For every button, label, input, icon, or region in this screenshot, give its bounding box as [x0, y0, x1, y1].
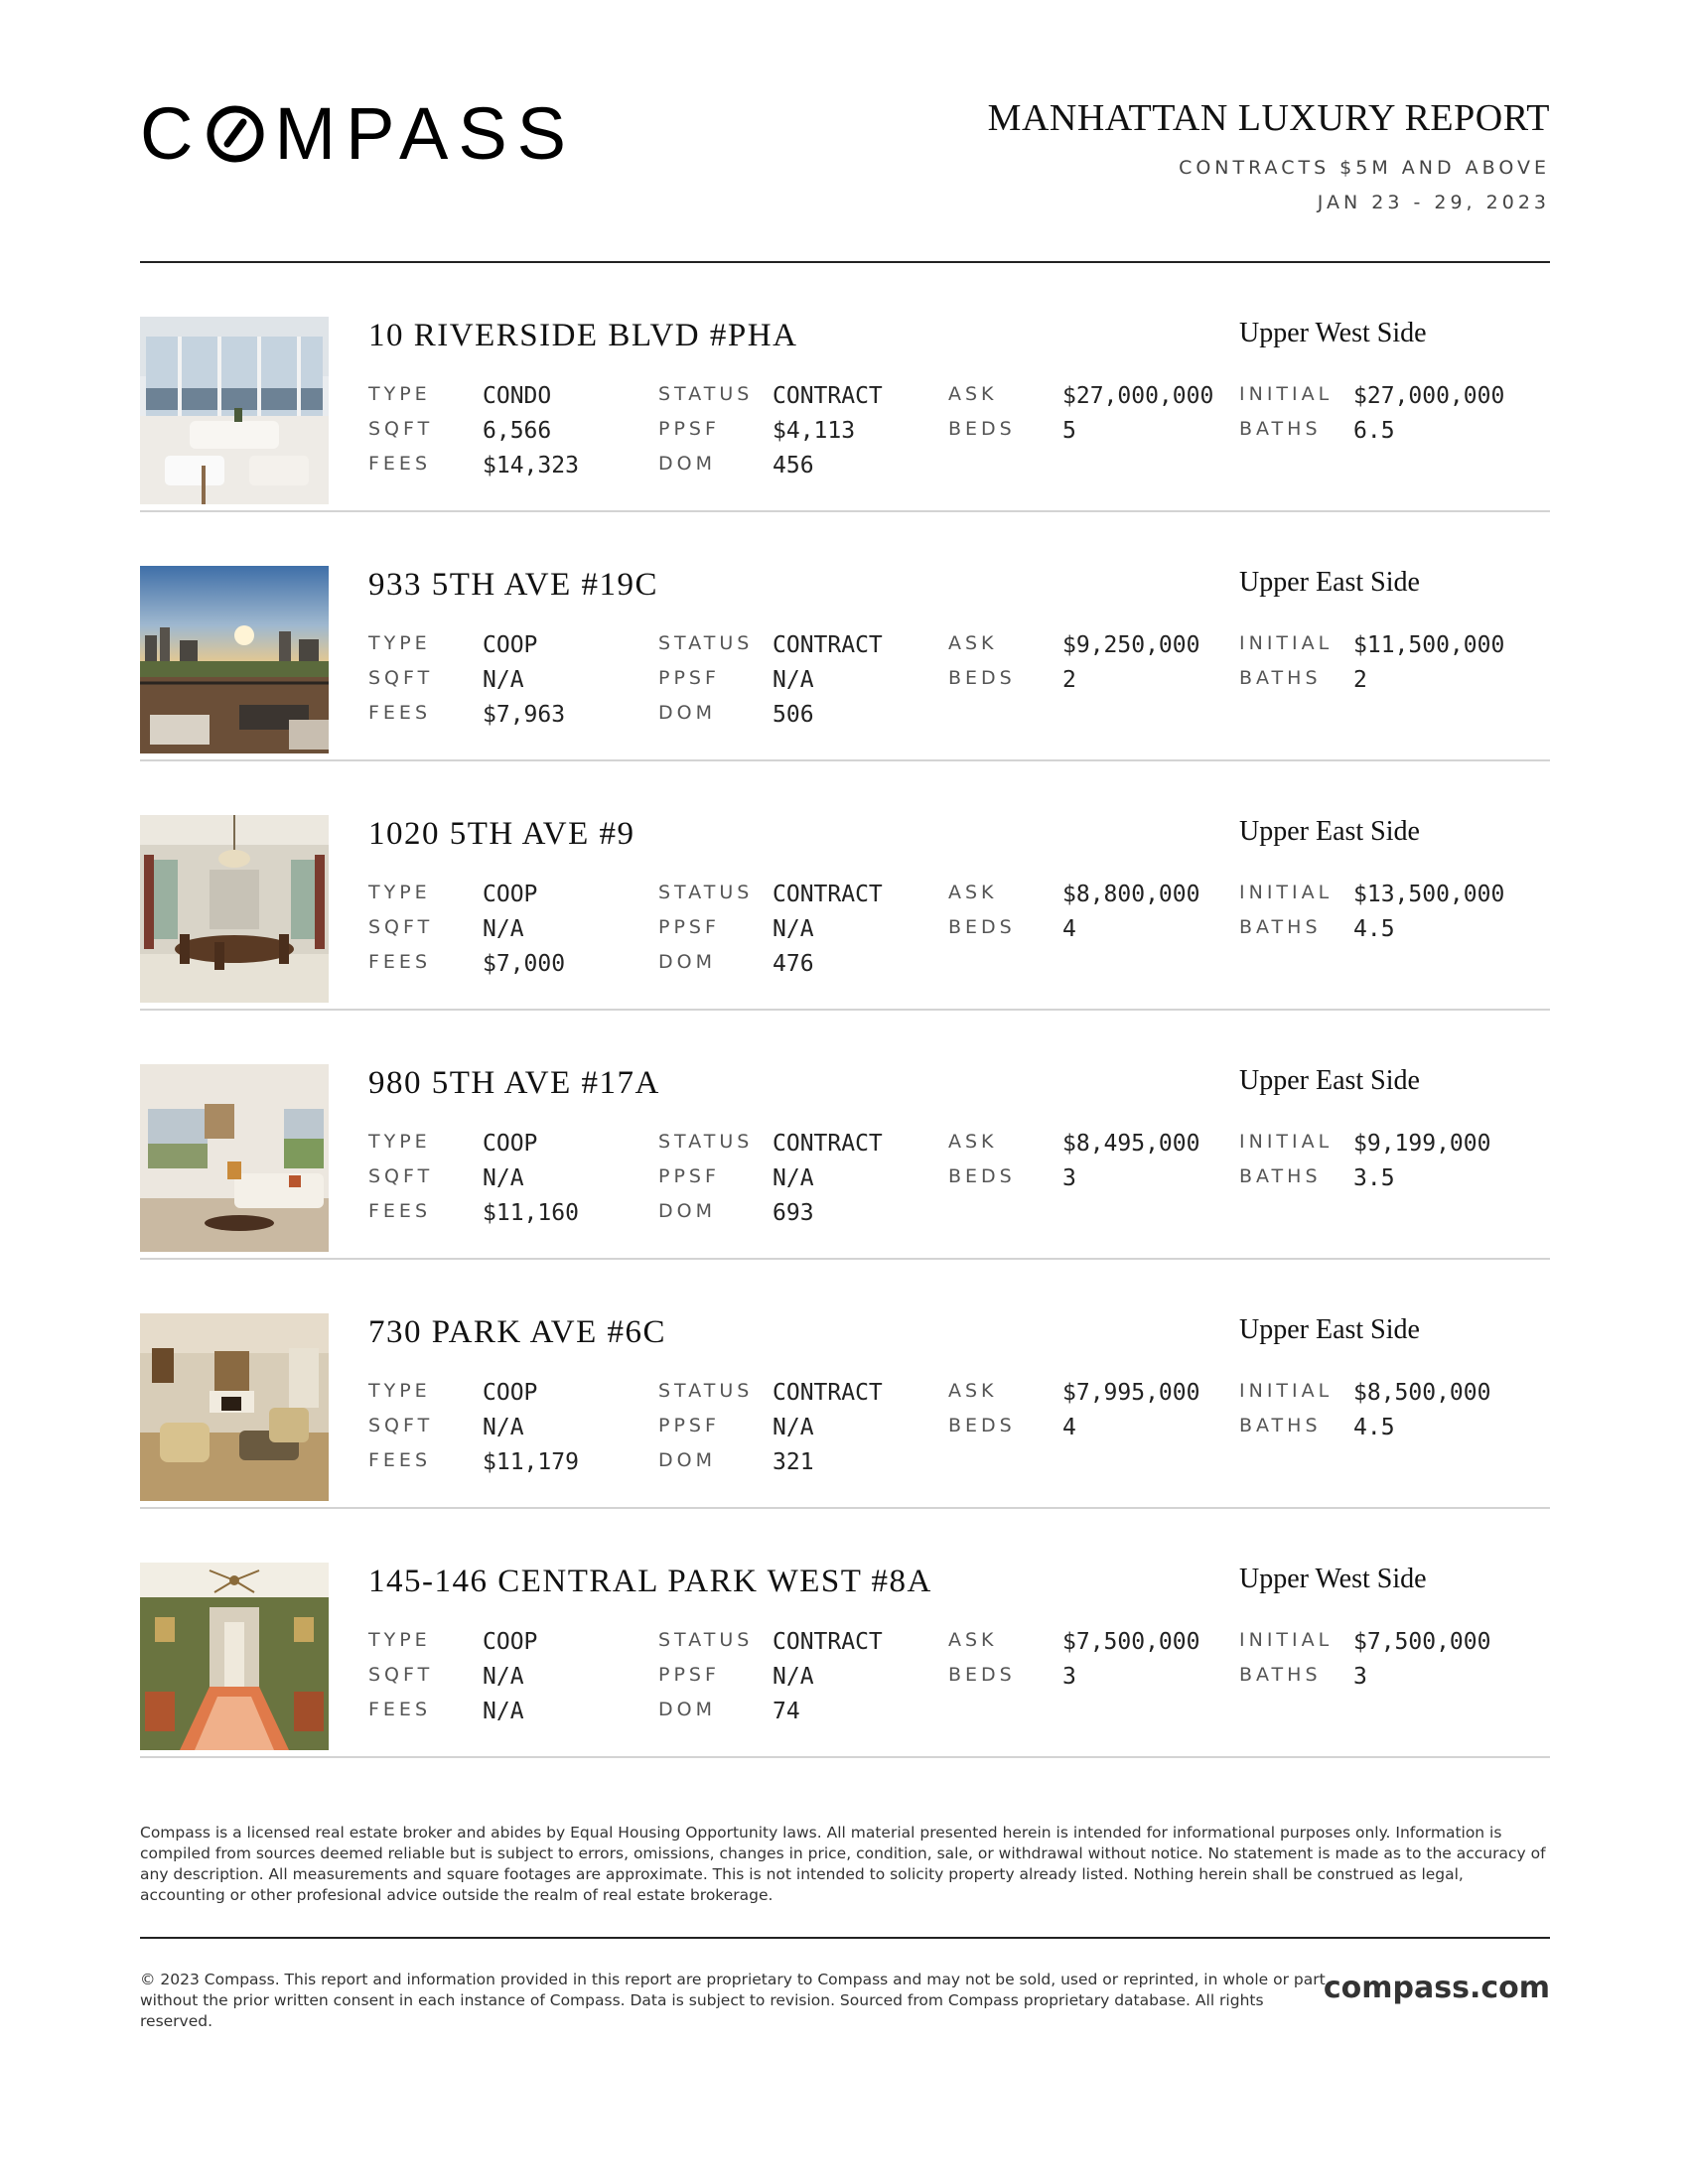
report-page — [140, 0, 1550, 2030]
green-gallery-hallway-photo[interactable] — [140, 1563, 329, 1750]
beds-label: BEDS — [948, 667, 1016, 689]
beds-value: 4 — [1062, 916, 1076, 942]
sqft-value: N/A — [483, 1415, 524, 1440]
fees-value: $11,160 — [483, 1200, 579, 1226]
ask-value: $8,800,000 — [1062, 882, 1200, 907]
sqft-label: SQFT — [368, 1415, 434, 1436]
type-value: COOP — [483, 632, 538, 658]
status-value: CONTRACT — [773, 882, 883, 907]
dining-room-chandelier-photo[interactable] — [140, 815, 329, 1003]
initial-value: $13,500,000 — [1353, 882, 1505, 907]
sqft-label: SQFT — [368, 1664, 434, 1686]
sqft-value: N/A — [483, 667, 524, 693]
listing-item[interactable] — [140, 1260, 1550, 1509]
dom-label: DOM — [658, 702, 716, 724]
status-value: CONTRACT — [773, 1380, 883, 1406]
listing-neighborhood: Upper West Side — [1239, 1564, 1427, 1594]
report-meta — [988, 99, 1550, 212]
dom-value: 506 — [773, 702, 814, 728]
listing-neighborhood: Upper East Side — [1239, 816, 1420, 847]
dom-label: DOM — [658, 1699, 716, 1720]
listings-list — [140, 263, 1550, 1758]
fees-value: $7,000 — [483, 951, 566, 977]
initial-label: INITIAL — [1239, 632, 1334, 654]
legal-disclaimer: Compass is a licensed real estate broker and abides by Equal Housing Opportunity laws. All material presented herein is intended for informational purposes only. Information is compiled from sources deemed reliable but is subject to errors, omissions, changes in price, condition, sale, or withdrawal without notice. No statement is made as to the accuracy of any description. All measurements and square footages are approximate. This is not intended to solicity property already listed. Nothing herein shall be construed as legal, accounting or other profesional advice outside the realm of real estate brokerage. — [140, 1824, 1546, 1904]
ask-value: $9,250,000 — [1062, 632, 1200, 658]
listing-address[interactable]: 980 5TH AVE #17A — [368, 1065, 660, 1101]
initial-value: $27,000,000 — [1353, 383, 1505, 409]
status-label: STATUS — [658, 1380, 754, 1402]
type-value: COOP — [483, 1380, 538, 1406]
ppsf-value: N/A — [773, 667, 814, 693]
status-label: STATUS — [658, 1131, 754, 1153]
ask-label: ASK — [948, 882, 998, 903]
initial-value: $8,500,000 — [1353, 1380, 1491, 1406]
type-label: TYPE — [368, 1629, 431, 1651]
ppsf-label: PPSF — [658, 667, 720, 689]
ask-label: ASK — [948, 1131, 998, 1153]
report-header — [140, 0, 1550, 263]
fees-value: $7,963 — [483, 702, 566, 728]
dom-label: DOM — [658, 1200, 716, 1222]
beds-value: 3 — [1062, 1165, 1076, 1191]
initial-value: $11,500,000 — [1353, 632, 1505, 658]
ppsf-label: PPSF — [658, 1165, 720, 1187]
beds-value: 4 — [1062, 1415, 1076, 1440]
listing-address[interactable]: 730 PARK AVE #6C — [368, 1314, 667, 1350]
footer-divider — [140, 1937, 1550, 1939]
ppsf-label: PPSF — [658, 916, 720, 938]
terrace-skyline-photo[interactable] — [140, 566, 329, 753]
baths-value: 6.5 — [1353, 418, 1395, 444]
ask-value: $27,000,000 — [1062, 383, 1214, 409]
ppsf-label: PPSF — [658, 1664, 720, 1686]
compass-needle-icon — [205, 103, 266, 165]
status-label: STATUS — [658, 1629, 754, 1651]
sqft-label: SQFT — [368, 916, 434, 938]
type-label: TYPE — [368, 1380, 431, 1402]
baths-label: BATHS — [1239, 667, 1322, 689]
ask-label: ASK — [948, 632, 998, 654]
listing-address[interactable]: 10 RIVERSIDE BLVD #PHA — [368, 318, 798, 353]
baths-value: 4.5 — [1353, 916, 1395, 942]
baths-label: BATHS — [1239, 418, 1322, 440]
fees-value: N/A — [483, 1699, 524, 1724]
sqft-label: SQFT — [368, 418, 434, 440]
copyright-notice: © 2023 Compass. This report and information provided in this report are proprietary to Compass and may not be sold, used or reprinted, in whole or part, without the prior written consent in each instance of Compass. Data is subject to revision. Sourced from Compass proprietary database. All rights reserved. — [140, 1971, 1331, 2030]
type-label: TYPE — [368, 882, 431, 903]
living-room-river-view-photo[interactable] — [140, 317, 329, 504]
report-title: MANHATTAN LUXURY REPORT — [987, 97, 1550, 139]
compass-logo: C MPASS — [140, 92, 577, 175]
type-label: TYPE — [368, 1131, 431, 1153]
listing-item[interactable] — [140, 1011, 1550, 1260]
traditional-living-room-photo[interactable] — [140, 1313, 329, 1501]
baths-label: BATHS — [1239, 1165, 1322, 1187]
initial-label: INITIAL — [1239, 383, 1334, 405]
dom-value: 693 — [773, 1200, 814, 1226]
dom-value: 456 — [773, 453, 814, 478]
ppsf-value: N/A — [773, 1664, 814, 1690]
status-value: CONTRACT — [773, 1131, 883, 1157]
type-value: COOP — [483, 1629, 538, 1655]
ppsf-label: PPSF — [658, 1415, 720, 1436]
initial-label: INITIAL — [1239, 882, 1334, 903]
baths-value: 4.5 — [1353, 1415, 1395, 1440]
dom-label: DOM — [658, 951, 716, 973]
listing-item[interactable] — [140, 1509, 1550, 1758]
baths-value: 3 — [1353, 1664, 1367, 1690]
ask-value: $8,495,000 — [1062, 1131, 1200, 1157]
ask-value: $7,500,000 — [1062, 1629, 1200, 1655]
sqft-label: SQFT — [368, 667, 434, 689]
type-value: COOP — [483, 882, 538, 907]
dom-value: 74 — [773, 1699, 800, 1724]
status-label: STATUS — [658, 882, 754, 903]
type-value: COOP — [483, 1131, 538, 1157]
initial-value: $9,199,000 — [1353, 1131, 1491, 1157]
type-label: TYPE — [368, 383, 431, 405]
fees-label: FEES — [368, 1449, 431, 1471]
fees-label: FEES — [368, 1699, 431, 1720]
initial-label: INITIAL — [1239, 1380, 1334, 1402]
beds-label: BEDS — [948, 1165, 1016, 1187]
listing-address[interactable]: 933 5TH AVE #19C — [368, 567, 658, 603]
ask-label: ASK — [948, 383, 998, 405]
listing-item[interactable] — [140, 761, 1550, 1011]
listing-neighborhood: Upper East Side — [1239, 1065, 1420, 1096]
listing-item[interactable] — [140, 263, 1550, 512]
beds-value: 5 — [1062, 418, 1076, 444]
type-value: CONDO — [483, 383, 552, 409]
status-label: STATUS — [658, 383, 754, 405]
beds-label: BEDS — [948, 1415, 1016, 1436]
listing-item[interactable] — [140, 512, 1550, 761]
listing-neighborhood: Upper West Side — [1239, 318, 1427, 348]
report-subtitle: CONTRACTS $5M AND ABOVE — [1179, 157, 1550, 179]
ppsf-value: $4,113 — [773, 418, 856, 444]
listing-neighborhood: Upper East Side — [1239, 567, 1420, 598]
beds-value: 2 — [1062, 667, 1076, 693]
ask-value: $7,995,000 — [1062, 1380, 1200, 1406]
ask-label: ASK — [948, 1380, 998, 1402]
initial-label: INITIAL — [1239, 1629, 1334, 1651]
living-room-park-view-photo[interactable] — [140, 1064, 329, 1252]
beds-value: 3 — [1062, 1664, 1076, 1690]
fees-value: $11,179 — [483, 1449, 579, 1475]
website-link[interactable]: compass.com — [1323, 1971, 1550, 2005]
fees-label: FEES — [368, 702, 431, 724]
type-label: TYPE — [368, 632, 431, 654]
listing-address[interactable]: 145-146 CENTRAL PARK WEST #8A — [368, 1564, 932, 1599]
fees-value: $14,323 — [483, 453, 579, 478]
dom-value: 476 — [773, 951, 814, 977]
ppsf-value: N/A — [773, 916, 814, 942]
status-value: CONTRACT — [773, 632, 883, 658]
beds-label: BEDS — [948, 916, 1016, 938]
sqft-value: N/A — [483, 916, 524, 942]
ask-label: ASK — [948, 1629, 998, 1651]
baths-label: BATHS — [1239, 1664, 1322, 1686]
fees-label: FEES — [368, 453, 431, 475]
ppsf-value: N/A — [773, 1415, 814, 1440]
status-value: CONTRACT — [773, 383, 883, 409]
baths-value: 2 — [1353, 667, 1367, 693]
sqft-value: N/A — [483, 1165, 524, 1191]
status-label: STATUS — [658, 632, 754, 654]
baths-label: BATHS — [1239, 916, 1322, 938]
initial-label: INITIAL — [1239, 1131, 1334, 1153]
dom-label: DOM — [658, 453, 716, 475]
baths-value: 3.5 — [1353, 1165, 1395, 1191]
listing-neighborhood: Upper East Side — [1239, 1314, 1420, 1345]
fees-label: FEES — [368, 951, 431, 973]
beds-label: BEDS — [948, 418, 1016, 440]
dom-value: 321 — [773, 1449, 814, 1475]
ppsf-value: N/A — [773, 1165, 814, 1191]
dom-label: DOM — [658, 1449, 716, 1471]
status-value: CONTRACT — [773, 1629, 883, 1655]
sqft-label: SQFT — [368, 1165, 434, 1187]
sqft-value: N/A — [483, 1664, 524, 1690]
baths-label: BATHS — [1239, 1415, 1322, 1436]
fees-label: FEES — [368, 1200, 431, 1222]
sqft-value: 6,566 — [483, 418, 552, 444]
report-date-range: JAN 23 - 29, 2023 — [1317, 192, 1550, 213]
beds-label: BEDS — [948, 1664, 1016, 1686]
initial-value: $7,500,000 — [1353, 1629, 1491, 1655]
ppsf-label: PPSF — [658, 418, 720, 440]
listing-address[interactable]: 1020 5TH AVE #9 — [368, 816, 635, 852]
